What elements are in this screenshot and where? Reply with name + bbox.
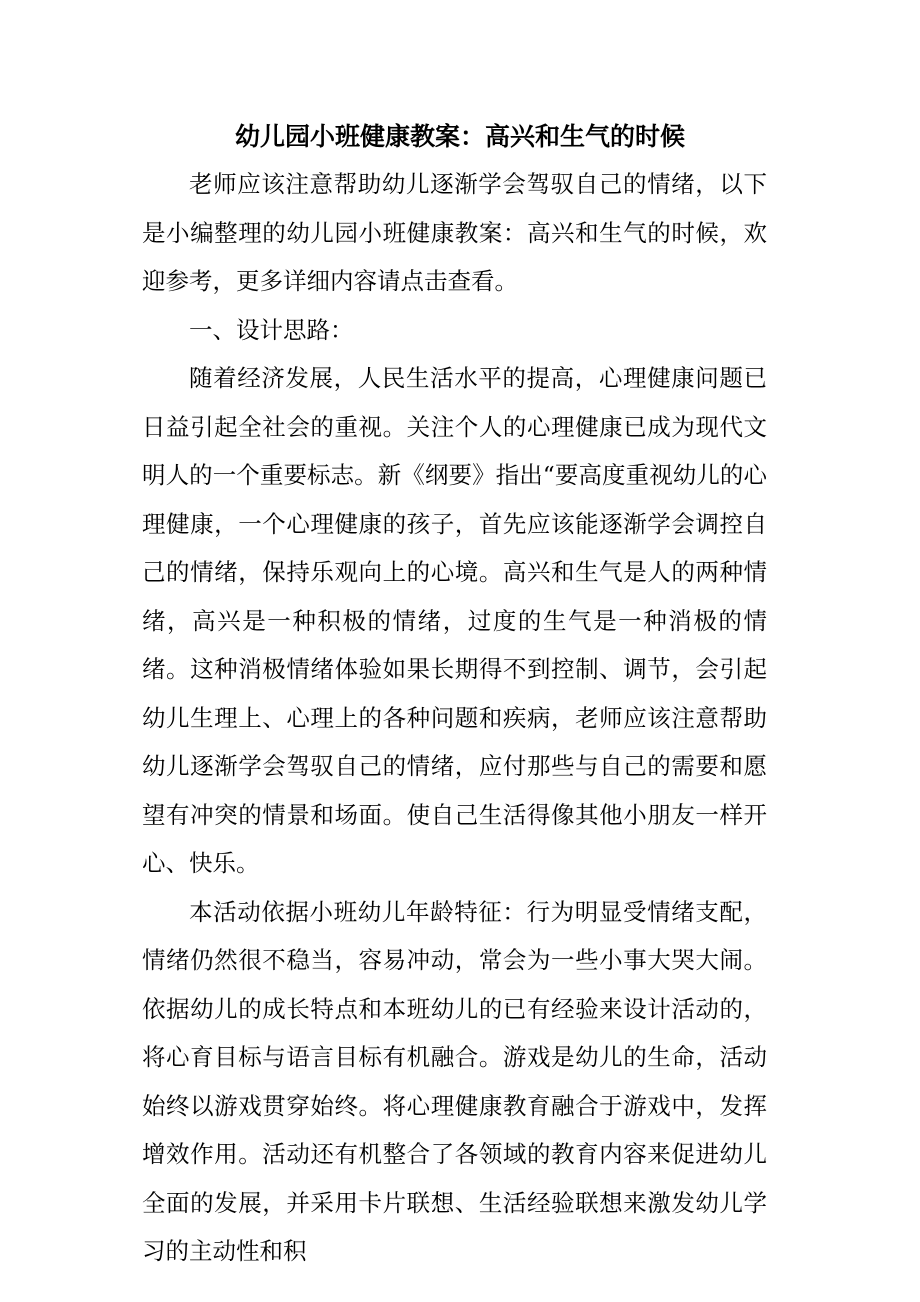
document-title: 幼儿园小班健康教案：高兴和生气的时候 [234, 122, 685, 151]
document-body [142, 160, 767, 1276]
body-paragraph: 本活动依据小班幼儿年龄特征：行为明显受情绪支配，情绪仍然很不稳当，容易冲动，常会为一些小事大哭大闹。依据幼儿的成长特点和本班幼儿的已有经验来设计活动的，将心育目标与语言目标有机融合。游戏是幼儿的生命，活动始终以游戏贯穿始终。将心理健康教育融合于游戏中，发挥增效作用。活动还有机整合了各领域的教育内容来促进幼儿全面的发展，并采用卡片联想、生活经验联想来激发幼儿学习的主动性和积 [142, 897, 767, 1265]
section-heading-design-ideas: 一、设计思路： [189, 315, 354, 344]
intro-paragraph: 老师应该注意帮助幼儿逐渐学会驾驭自己的情绪，以下是小编整理的幼儿园小班健康教案：高兴和生气的时候，欢迎参考，更多详细内容请点击查看。 [142, 170, 767, 295]
body-paragraph: 随着经济发展，人民生活水平的提高，心理健康问题已日益引起全社会的重视。关注个人的心理健康已成为现代文明人的一个重要标志。新《纲要》指出“要高度重视幼儿的心理健康，一个心理健康的孩子，首先应该能逐渐学会调控自己的情绪，保持乐观向上的心境。高兴和生气是人的两种情绪，高兴是一种积极的情绪，过度的生气是一种消极的情绪。这种消极情绪体验如果长期得不到控制、调节，会引起幼儿生理上、心理上的各种问题和疾病，老师应该注意帮助幼儿逐渐学会驾驭自己的情绪，应付那些与自己的需要和愿望有冲突的情景和场面。使自己生活得像其他小朋友一样开心、快乐。 [142, 364, 767, 877]
